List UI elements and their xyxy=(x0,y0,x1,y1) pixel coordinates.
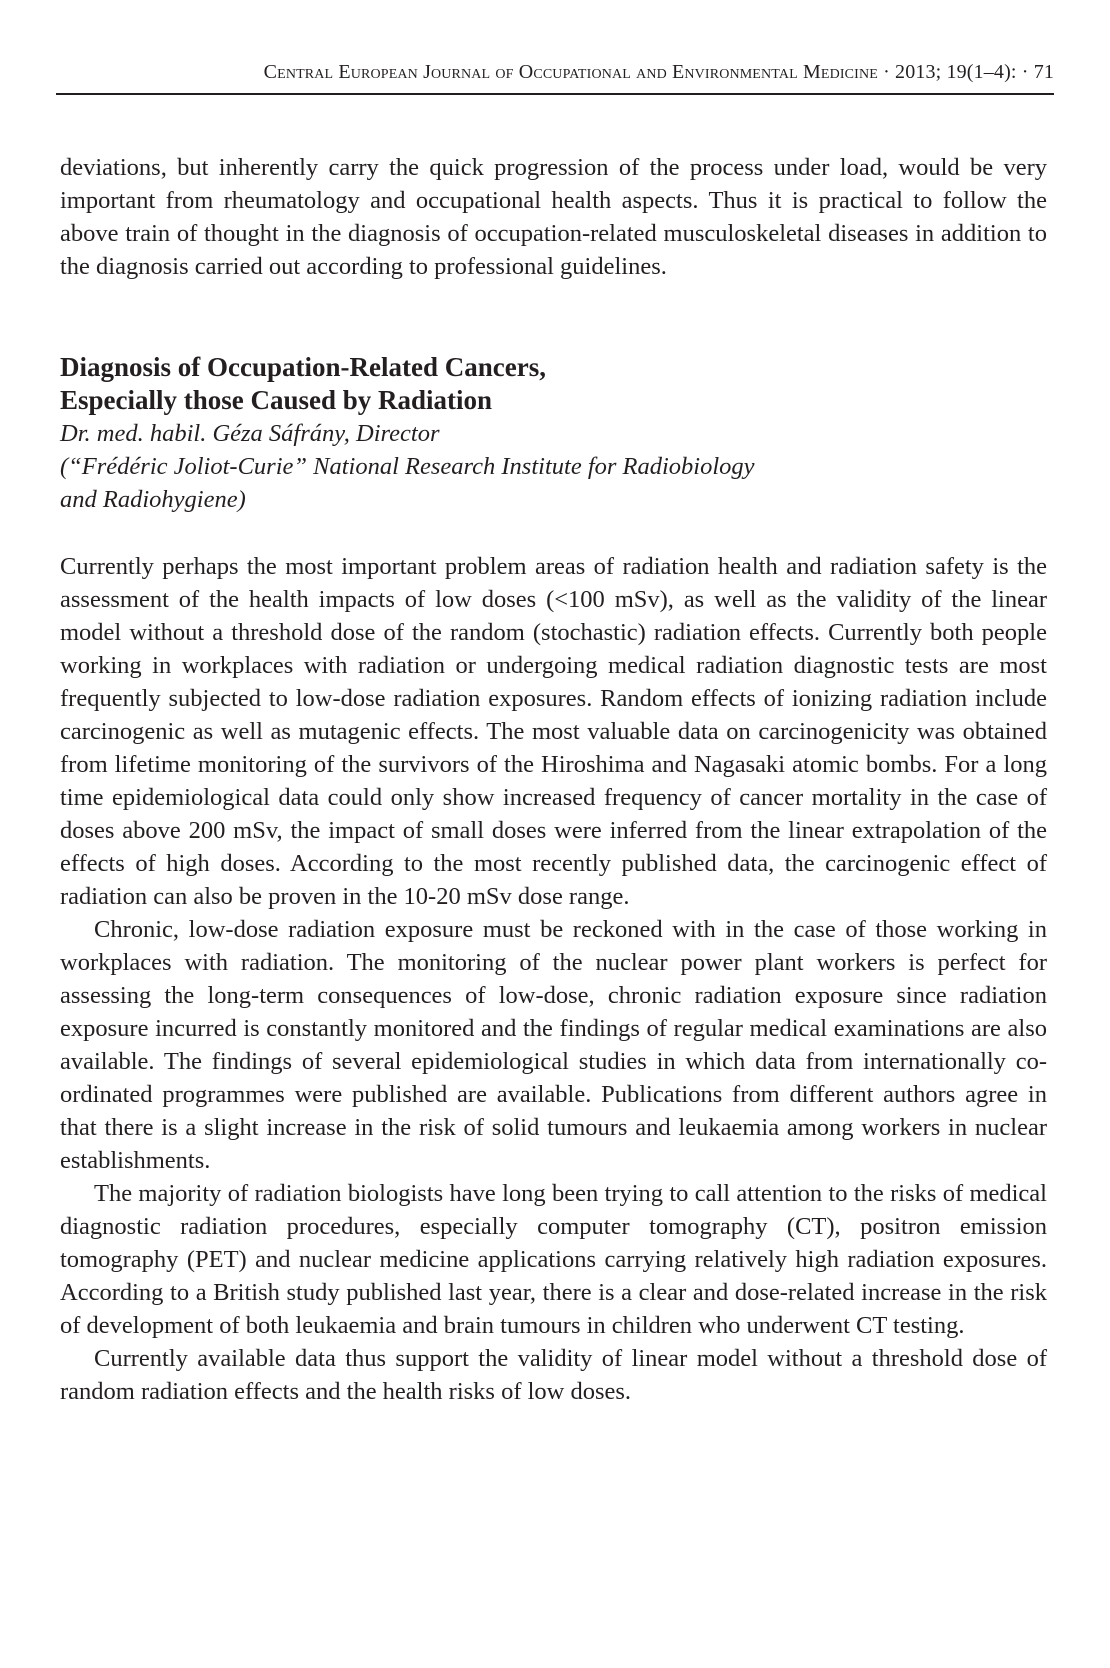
running-header: Central European Journal of Occupational and Environmental Medicine · 2013; 19(1–4): · 71 xyxy=(263,61,1054,83)
section-title-line-1: Diagnosis of Occupation-Related Cancers, xyxy=(60,352,546,382)
intro-paragraph: deviations, but inherently carry the quick progression of the process under load, would be very important from rheumatology and occupational health aspects. Thus it is practical to follow the above train of thought in the diagnosis of occupation-related musculoskeletal diseases in addition to the diagnosis carried out according to professional guidelines. xyxy=(60,154,1047,280)
author-line: Dr. med. habil. Géza Sáfrány, Director xyxy=(60,420,440,447)
body-paragraph-2: Chronic, low-dose radiation exposure must be reckoned with in the case of those working in workplaces with radiation. The monitoring of the nuclear power plant workers is perfect for assessing the long-term consequences of low-dose, chronic radiation exposure since radiation exposure incurred is constantly monitored and the findings of regular medical examinations are also available. The findings of several epidemiological studies in which data from internationally co-ordinated programmes were published are available. Publications from different authors agree in that there is a slight increase in the risk of solid tumours and leukaemia among workers in nuclear establishments. xyxy=(60,916,1047,1174)
section-title xyxy=(60,351,1047,417)
section-title-line-2: Especially those Caused by Radiation xyxy=(60,385,493,415)
affiliation-line-1: (“Frédéric Joliot-Curie” National Research Institute for Radiobiology xyxy=(60,453,755,480)
body-paragraph-3: The majority of radiation biologists have long been trying to call attention to the risks of medical diagnostic radiation procedures, especially computer tomography (CT), positron emission tomography (PET) and nuclear medicine applications carrying relatively high radiation exposures. According to a British study published last year, there is a clear and dose-related increase in the risk of development of both leukaemia and brain tumours in children who underwent CT testing. xyxy=(60,1180,1047,1339)
affiliation-line-2: and Radiohygiene) xyxy=(60,486,246,513)
header-rule xyxy=(56,93,1054,95)
body-paragraph-4: Currently available data thus support the validity of linear model without a threshold dose of random radiation effects and the health risks of low doses. xyxy=(60,1345,1047,1405)
page-content xyxy=(60,151,1047,1408)
byline xyxy=(60,417,1047,516)
body-paragraph-1: Currently perhaps the most important problem areas of radiation health and radiation safety is the assessment of the health impacts of low doses (<100 mSv), as well as the validity of the linear model without a threshold dose of the random (stochastic) radiation effects. Currently both people working in workplaces with radiation or undergoing medical radiation diagnostic tests are most frequently subjected to low-dose radiation exposures. Random effects of ionizing radiation include carcinogenic as well as mutagenic effects. The most valuable data on carcinogenicity was obtained from lifetime monitoring of the survivors of the Hiroshima and Nagasaki atomic bombs. For a long time epidemiological data could only show increased frequency of cancer mortality in the case of doses above 200 mSv, the impact of small doses were inferred from the linear extrapolation of the effects of high doses. According to the most recently published data, the carcinogenic effect of radiation can also be proven in the 10-20 mSv dose range. xyxy=(60,553,1047,910)
